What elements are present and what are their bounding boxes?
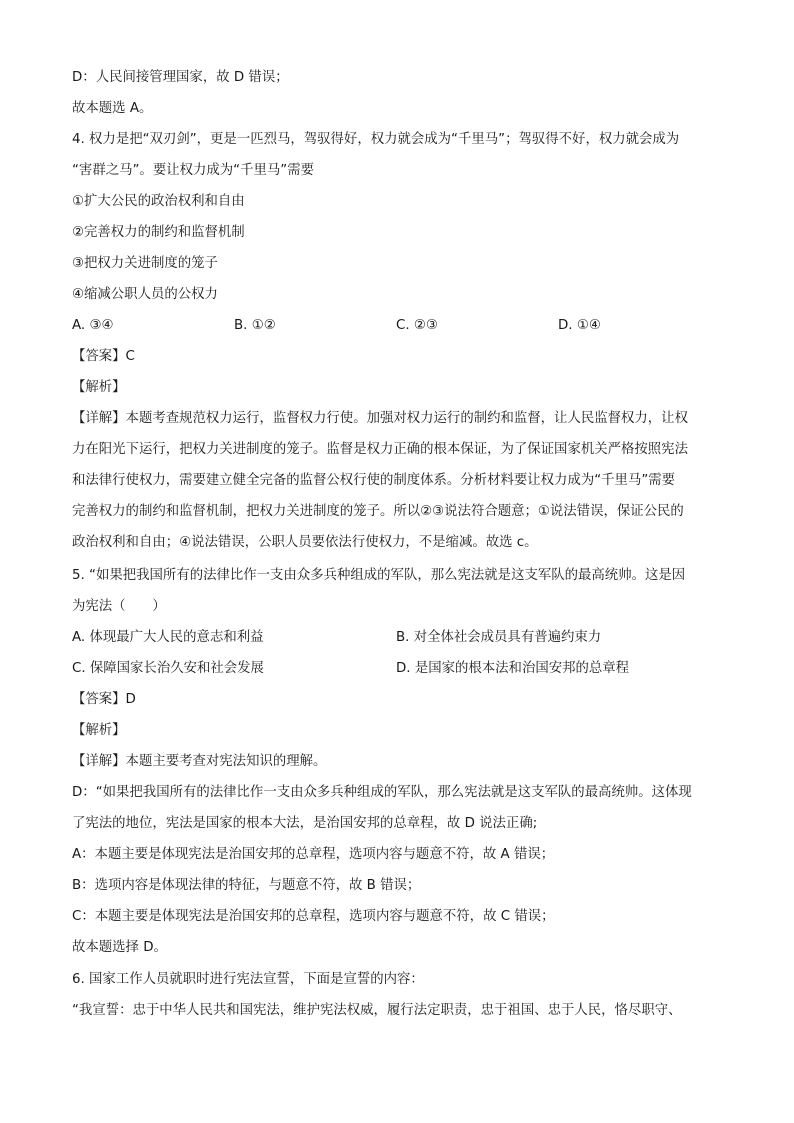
q5-option-b: B. 对全体社会成员具有普遍约束力: [396, 630, 602, 645]
text-line: 故本题选 A。: [72, 101, 153, 116]
explanation-line: 完善权力的制约和监督机制，把权力关进制度的笼子。所以②③说法符合题意；①说法错误，保证公民的: [72, 504, 684, 519]
q4-option-a: A. ③④: [72, 318, 114, 333]
answer-label: 【答案】D: [72, 692, 136, 707]
q4-option-d: D. ①④: [558, 318, 601, 333]
analysis-label: 【解析】: [72, 380, 126, 395]
question-5-stem: 为宪法（ ）: [72, 599, 166, 614]
statement-1: ①扩大公民的政治权利和自由: [72, 194, 245, 209]
explanation-line: 政治权利和自由；④说法错误，公职人员要依法行使权力，不是缩减。故选 c。: [72, 535, 538, 550]
statement-4: ④缩减公职人员的公权力: [72, 287, 218, 302]
question-4-stem: 4. 权力是把“双刃剑”，更是一匹烈马，驾驭得好，权力就会成为“千里马”；驾驭得不好，权力就会成为: [72, 132, 680, 147]
explanation-line: 力在阳光下运行，把权力关进制度的笼子。监督是权力正确的根本保证，为了保证国家机关严格按照宪法: [72, 442, 688, 457]
statement-3: ③把权力关进制度的笼子: [72, 256, 218, 271]
question-6-stem: 6. 国家工作人员就职时进行宪法宣誓，下面是宣誓的内容：: [72, 972, 424, 987]
question-6-oath: “我宣誓：忠于中华人民共和国宪法，维护宪法权威，履行法定职责，忠于祖国、忠于人民，恪尽职守、: [72, 1003, 682, 1018]
explanation-line: D：“如果把我国所有的法律比作一支由众多兵种组成的军队，那么宪法就是这支军队的最高统帅。这体现: [72, 785, 692, 800]
explanation-line: C：本题主要是体现宪法是治国安邦的总章程，选项内容与题意不符，故 C 错误；: [72, 909, 555, 924]
text-line: D：人民间接管理国家，故 D 错误；: [72, 70, 289, 85]
question-5-stem: 5. “如果把我国所有的法律比作一支由众多兵种组成的军队，那么宪法就是这支军队的最高统帅。这是因: [72, 568, 686, 583]
question-4-stem: “害群之马”。要让权力成为“千里马”需要: [72, 163, 314, 178]
q4-option-c: C. ②③: [396, 318, 438, 333]
answer-label: 【答案】C: [72, 349, 135, 364]
explanation-line: 【详解】本题主要考查对宪法知识的理解。: [72, 754, 327, 769]
explanation-line: A：本题主要是体现宪法是治国安邦的总章程，选项内容与题意不符，故 A 错误；: [72, 847, 555, 862]
explanation-line: 和法律行使权力，需要建立健全完备的监督公权行使的制度体系。分析材料要让权力成为“千里马”需要: [72, 473, 676, 488]
q4-option-b: B. ①②: [234, 318, 276, 333]
q5-option-d: D. 是国家的根本法和治国安邦的总章程: [396, 661, 630, 676]
explanation-line: 【详解】本题考查规范权力运行，监督权力行使。加强对权力运行的制约和监督，让人民监督权力，让权: [72, 411, 688, 426]
explanation-line: 故本题选择 D。: [72, 940, 167, 955]
q5-option-a: A. 体现最广大人民的意志和利益: [72, 630, 264, 645]
explanation-line: B：选项内容是体现法律的特征，与题意不符，故 B 错误；: [72, 878, 421, 893]
q5-option-c: C. 保障国家长治久安和社会发展: [72, 661, 264, 676]
explanation-line: 了宪法的地位，宪法是国家的根本大法，是治国安邦的总章程，故 D 说法正确;: [72, 816, 538, 831]
statement-2: ②完善权力的制约和监督机制: [72, 225, 245, 240]
analysis-label: 【解析】: [72, 723, 126, 738]
